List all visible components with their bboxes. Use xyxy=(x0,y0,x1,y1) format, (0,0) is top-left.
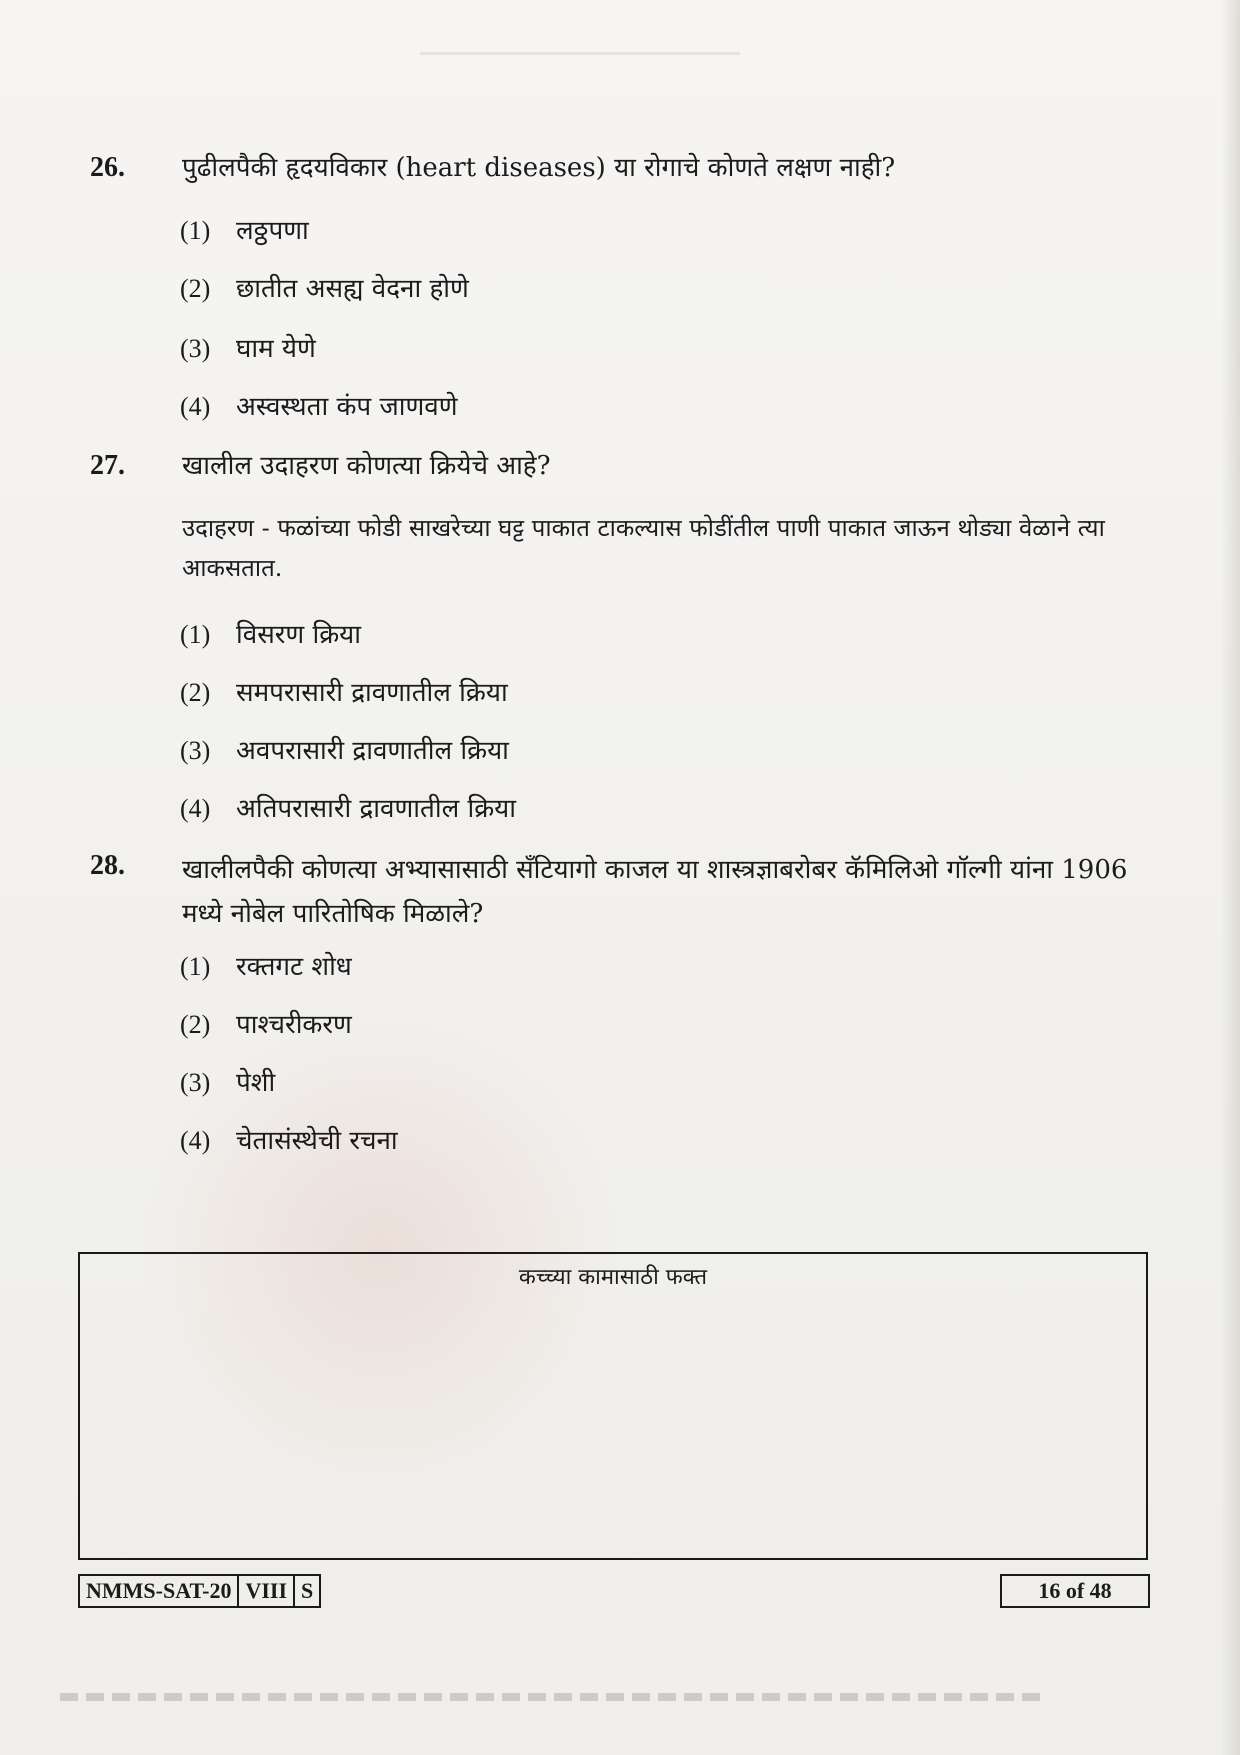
page-number-box: 16 of 48 xyxy=(1000,1574,1150,1608)
option-number: (2) xyxy=(180,678,211,707)
option-1 xyxy=(180,212,980,250)
rough-work-box xyxy=(78,1252,1148,1560)
option-text: लठ्ठपणा xyxy=(236,216,309,246)
set-label: S xyxy=(293,1576,319,1606)
question-28 xyxy=(90,848,1180,1178)
page-edge xyxy=(1220,0,1240,1755)
rough-work-label: कच्च्या कामासाठी फक्त xyxy=(518,1265,708,1290)
option-number: (1) xyxy=(180,216,211,245)
option-text: पाश्चरीकरण xyxy=(236,1010,352,1040)
option-number: (3) xyxy=(180,1068,211,1097)
option-number: (2) xyxy=(180,1010,211,1039)
scan-artifact-bottom xyxy=(60,1693,1040,1701)
option-number: (2) xyxy=(180,274,211,303)
option-text: घाम येणे xyxy=(236,334,316,364)
option-number: (1) xyxy=(180,620,211,649)
question-text: पुढीलपैकी हृदयविकार (heart diseases) या रोगाचे कोणते लक्षण नाही? xyxy=(182,153,896,183)
option-number: (3) xyxy=(180,736,211,765)
option-text: चेतासंस्थेची रचना xyxy=(236,1126,398,1156)
option-number: (3) xyxy=(180,334,211,363)
option-text: अवपरासारी द्रावणातील क्रिया xyxy=(236,736,509,766)
option-text: विसरण क्रिया xyxy=(236,620,361,650)
scan-artifact-top xyxy=(420,52,740,55)
question-26 xyxy=(90,150,1180,430)
question-number: 27. xyxy=(90,450,125,481)
question-number: 26. xyxy=(90,152,125,183)
question-number: 28. xyxy=(90,850,125,881)
option-2 xyxy=(180,674,980,712)
option-text: छातीत असह्य वेदना होणे xyxy=(236,274,469,304)
option-1 xyxy=(180,948,980,986)
option-text: समपरासारी द्रावणातील क्रिया xyxy=(236,678,508,708)
exam-code: NMMS-SAT-20 xyxy=(86,1578,232,1603)
option-1 xyxy=(180,616,980,654)
option-3 xyxy=(180,330,980,368)
question-27 xyxy=(90,448,1180,828)
option-number: (4) xyxy=(180,794,211,823)
option-3 xyxy=(180,1064,980,1102)
option-2 xyxy=(180,1006,980,1044)
option-text: अतिपरासारी द्रावणातील क्रिया xyxy=(236,794,516,824)
example-text: उदाहरण - फळांच्या फोडी साखरेच्या घट्ट पाकात टाकल्यास फोडींतील पाणी पाकात जाऊन थोड्या वेळाने त्या आकसतात. xyxy=(182,514,1105,582)
option-2 xyxy=(180,270,980,308)
option-3 xyxy=(180,732,980,770)
option-text: रक्तगट शोध xyxy=(236,952,352,982)
question-text: खालीलपैकी कोणत्या अभ्यासासाठी सँटियागो काजल या शास्त्रज्ञाबरोबर कॅमिलिओ गॉल्गी यांना 1906 मध्ये नोबेल पारितोषिक मिळाले? xyxy=(182,855,1128,929)
class-label: VIII xyxy=(237,1576,293,1606)
footer-code-box xyxy=(78,1574,321,1608)
option-number: (4) xyxy=(180,1126,211,1155)
question-text: खालील उदाहरण कोणत्या क्रियेचे आहे? xyxy=(182,451,551,481)
option-number: (4) xyxy=(180,392,211,421)
option-4 xyxy=(180,388,980,426)
option-number: (1) xyxy=(180,952,211,981)
option-4 xyxy=(180,1122,980,1160)
option-text: पेशी xyxy=(236,1068,276,1098)
option-4 xyxy=(180,790,980,828)
option-text: अस्वस्थता कंप जाणवणे xyxy=(236,392,458,422)
